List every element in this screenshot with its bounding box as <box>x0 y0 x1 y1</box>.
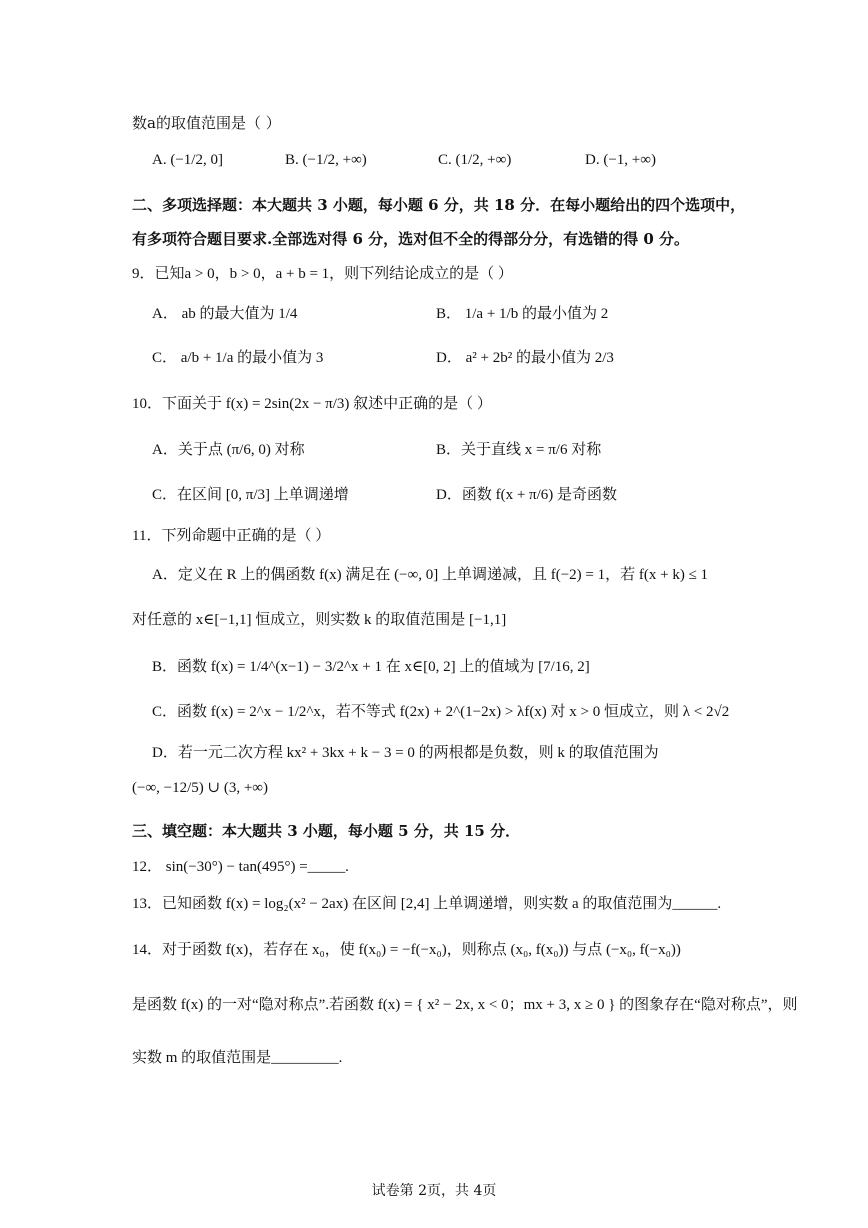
section-2-heading: 二、多项选择题：本大题共 3 小题，每小题 6 分，共 18 分．在每小题给出的四个选项中， <box>132 196 746 214</box>
question-13: 13．已知函数 f(x) = log₂(x² − 2ax) 在区间 [2,4] 上单调递增，则实数 a 的取值范围为______. <box>132 896 722 912</box>
question-stem: 11．下列命题中正确的是（ ） <box>132 528 331 544</box>
option-c: C． a/b + 1/a 的最小值为 3 <box>152 350 324 366</box>
section-3-heading: 三、填空题：本大题共 3 小题，每小题 5 分，共 15 分． <box>132 822 521 840</box>
option-b: B． 1/a + 1/b 的最小值为 2 <box>436 306 609 322</box>
option-d-cont: (−∞, −12/5) ∪ (3, +∞) <box>132 780 268 796</box>
option-d: D．函数 f(x + π/6) 是奇函数 <box>436 487 618 503</box>
option-b: B. (−1/2, +∞) <box>285 152 367 168</box>
question-stem: 14．对于函数 f(x)，若存在 x₀，使 f(x₀) = −f(−x₀)，则称点 (x₀, f(x₀)) 与点 (−x₀, f(−x₀)) <box>132 942 681 958</box>
question-stem: 10．下面关于 f(x) = 2sin(2x − π/3) 叙述中正确的是（ ） <box>132 396 492 412</box>
option-a-cont: 对任意的 x∈[−1,1] 恒成立，则实数 k 的取值范围是 [−1,1] <box>132 612 507 628</box>
option-a: A． ab 的最大值为 1/4 <box>152 306 298 322</box>
option-d: D． a² + 2b² 的最小值为 2/3 <box>436 350 614 366</box>
option-c: C. (1/2, +∞) <box>438 152 512 168</box>
option-a: A．定义在 R 上的偶函数 f(x) 满足在 (−∞, 0] 上单调递减，且 f(−2) = 1，若 f(x + k) ≤ 1 <box>152 567 709 583</box>
option-a: A. (−1/2, 0] <box>152 152 223 168</box>
page-footer: 试卷第 2页，共 4页 <box>371 1183 497 1199</box>
question-stem-cont: 是函数 f(x) 的一对“隐对称点”.若函数 f(x) = { x² − 2x, x < 0；mx + 3, x ≥ 0 } 的图象存在“隐对称点”，则 <box>132 997 798 1013</box>
option-c: C．在区间 [0, π/3] 上单调递增 <box>152 487 349 503</box>
option-d: D．若一元二次方程 kx² + 3kx + k − 3 = 0 的两根都是负数，则 k 的取值范围为 <box>152 745 659 761</box>
question-12: 12． sin(−30°) − tan(495°) =_____. <box>132 859 349 875</box>
option-a: A．关于点 (π/6, 0) 对称 <box>152 442 305 458</box>
question-stem-cont: 实数 m 的取值范围是_________. <box>132 1050 343 1066</box>
question-8-tail: 数a的取值范围是（ ） <box>132 114 281 132</box>
option-d: D. (−1, +∞) <box>585 152 656 168</box>
option-b: B．函数 f(x) = 1/4^(x−1) − 3/2^x + 1 在 x∈[0, 2] 上的值域为 [7/16, 2] <box>152 659 590 675</box>
option-b: B．关于直线 x = π/6 对称 <box>436 442 602 458</box>
question-stem: 9．已知a > 0，b > 0，a + b = 1，则下列结论成立的是（ ） <box>132 266 513 282</box>
option-c: C．函数 f(x) = 2^x − 1/2^x，若不等式 f(2x) + 2^(1−2x) > λf(x) 对 x > 0 恒成立，则 λ < 2√2 <box>152 704 730 720</box>
section-2-heading-cont: 有多项符合题目要求.全部选对得 6 分，选对但不全的得部分分，有选错的得 0 分。 <box>132 230 689 248</box>
